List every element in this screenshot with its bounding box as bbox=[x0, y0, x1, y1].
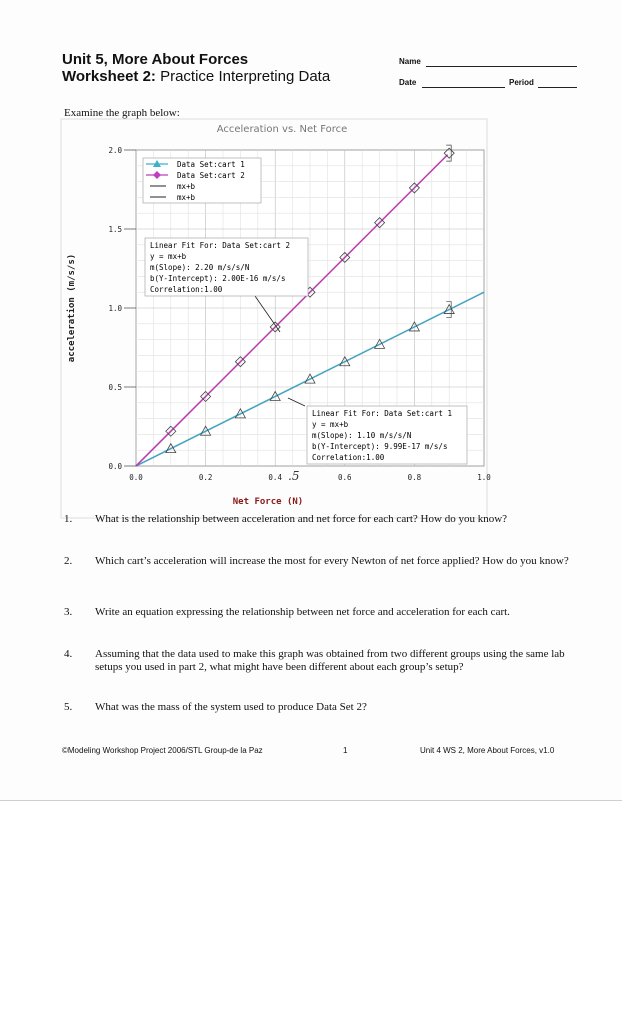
question-4-number: 4. bbox=[64, 648, 73, 660]
question-2-text: Which cart’s acceleration will increase the most for every Newton of net force applied? How do you know? bbox=[95, 555, 569, 567]
legend-label-cart1: Data Set:cart 1 bbox=[177, 160, 245, 169]
y-tick-label: 1.0 bbox=[108, 304, 122, 313]
y-tick-label: 0.5 bbox=[108, 383, 122, 392]
fit-box-2-line4: b(Y-Intercept): 2.00E-16 m/s/s bbox=[150, 274, 286, 283]
fit-box-1-line4: b(Y-Intercept): 9.99E-17 m/s/s bbox=[312, 442, 448, 451]
question-1-text: What is the relationship between acceleration and net force for each cart? How do you know? bbox=[95, 513, 508, 525]
question-1-number: 1. bbox=[64, 513, 73, 525]
footer-page-number: 1 bbox=[343, 746, 348, 755]
y-tick-label: 0.0 bbox=[108, 462, 122, 471]
x-tick-label: 1.0 bbox=[477, 473, 491, 482]
legend-label-cart2: Data Set:cart 2 bbox=[177, 171, 245, 180]
x-tick-label: 0.2 bbox=[198, 473, 213, 482]
fit-box-1-line5: Correlation:1.00 bbox=[312, 453, 385, 462]
fit-box-1-line1: Linear Fit For: Data Set:cart 1 bbox=[312, 409, 452, 418]
question-5-text: What was the mass of the system used to produce Data Set 2? bbox=[95, 701, 367, 713]
fit-box-2-line3: m(Slope): 2.20 m/s/s/N bbox=[150, 263, 250, 272]
handwritten-annotation: .5 bbox=[288, 469, 300, 483]
worksheet-name: Practice Interpreting Data bbox=[160, 68, 331, 85]
y-tick-label: 2.0 bbox=[108, 146, 122, 155]
name-label: Name bbox=[399, 57, 421, 66]
fit-info-box-cart1 bbox=[288, 398, 467, 464]
fit-box-2-line5: Correlation:1.00 bbox=[150, 285, 223, 294]
legend-label-fit2: mx+b bbox=[177, 193, 196, 202]
footer-version: Unit 4 WS 2, More About Forces, v1.0 bbox=[420, 746, 555, 755]
worksheet-label: Worksheet 2: bbox=[62, 68, 156, 85]
fit-box-2-line1: Linear Fit For: Data Set:cart 2 bbox=[150, 241, 290, 250]
fit-box-1-line2: y = mx+b bbox=[312, 420, 349, 429]
date-label: Date bbox=[399, 78, 417, 87]
period-label: Period bbox=[509, 78, 534, 87]
fit-box-2-line2: y = mx+b bbox=[150, 252, 187, 261]
chart-title: Acceleration vs. Net Force bbox=[216, 124, 348, 135]
y-axis-label: acceleration (m/s/s) bbox=[67, 253, 77, 363]
question-3-text: Write an equation expressing the relationship between net force and acceleration for each cart. bbox=[95, 606, 510, 618]
legend bbox=[143, 158, 261, 203]
x-axis-label: Net Force (N) bbox=[232, 497, 304, 507]
x-tick-label: 0.8 bbox=[407, 473, 422, 482]
y-tick-label: 1.5 bbox=[108, 225, 122, 234]
x-tick-label: 0.6 bbox=[338, 473, 352, 482]
fit-box-1-line3: m(Slope): 1.10 m/s/s/N bbox=[312, 431, 412, 440]
question-4-text: Assuming that the data used to make this graph was obtained from two different groups using the same lab setups you used in part 2, what might have been different about each group’s setup? bbox=[95, 648, 565, 673]
question-2-number: 2. bbox=[64, 555, 73, 567]
footer-copyright: ©Modeling Workshop Project 2006/STL Group-de la Paz bbox=[62, 746, 263, 755]
question-5-number: 5. bbox=[64, 701, 73, 713]
unit-title: Unit 5, More About Forces bbox=[62, 51, 249, 68]
x-tick-label: 0.0 bbox=[129, 473, 143, 482]
legend-label-fit1: mx+b bbox=[177, 182, 196, 191]
intro-text: Examine the graph below: bbox=[64, 107, 180, 119]
question-3-number: 3. bbox=[64, 606, 73, 618]
x-tick-label: 0.4 bbox=[268, 473, 282, 482]
